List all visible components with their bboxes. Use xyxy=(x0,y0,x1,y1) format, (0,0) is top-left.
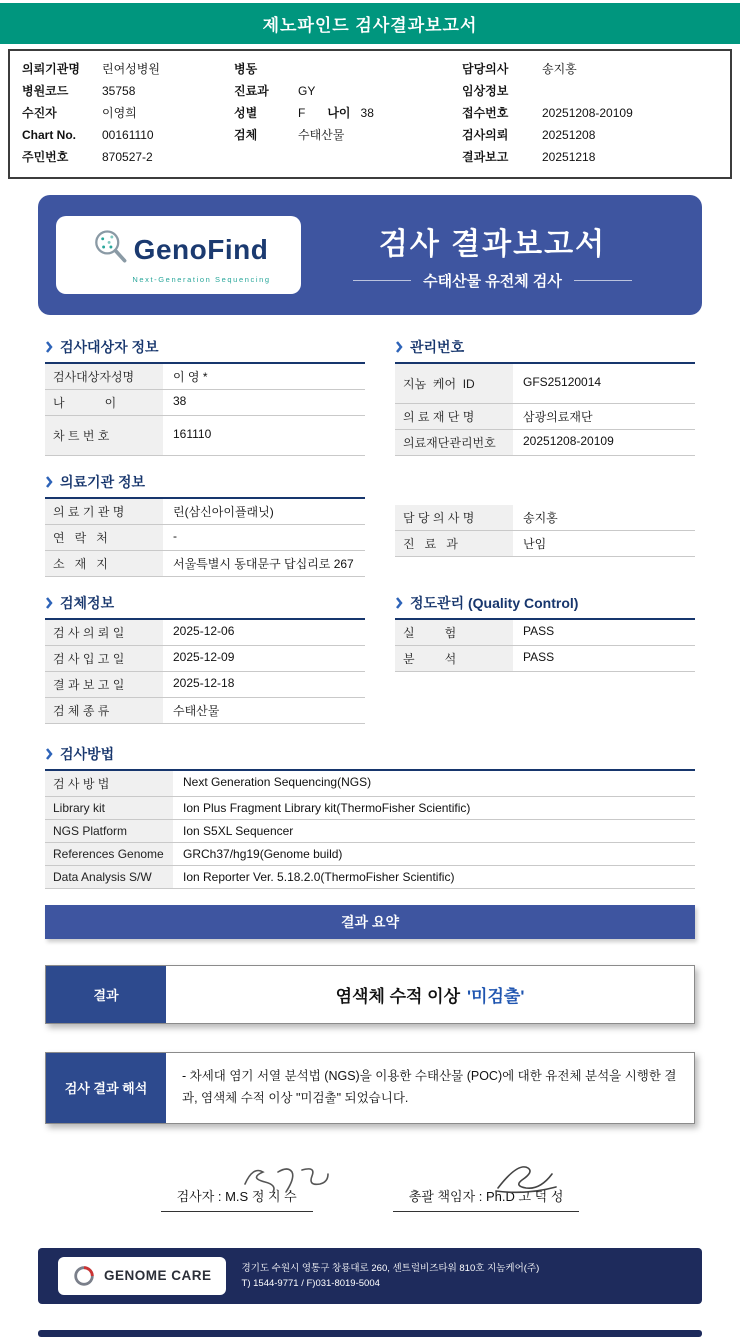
row-value: 송지홍 xyxy=(523,511,558,525)
section-header xyxy=(45,472,365,499)
field-label: 의뢰기관명 xyxy=(22,62,80,76)
section-header xyxy=(45,744,695,771)
field-label: 검사의뢰 xyxy=(462,128,509,142)
footer-address-line: 경기도 수원시 영통구 창룡대로 260, 센트럴비즈타워 810호 지놈케어(주) xyxy=(241,1262,540,1274)
footer-tel-line: T) 1544-9771 / F)031-8019-5004 xyxy=(241,1277,380,1289)
row-label: 의 료 기 관 명 xyxy=(45,499,163,524)
row-label: 차 트 번 호 xyxy=(45,416,163,455)
field-label: 진료과 xyxy=(234,84,269,98)
genome-care-logo xyxy=(58,1257,226,1295)
magnifier-icon xyxy=(89,226,131,273)
row-label: 결 과 보 고 일 xyxy=(45,672,163,697)
table-row xyxy=(45,797,695,820)
section-management-number xyxy=(395,337,695,456)
result-box xyxy=(45,965,695,1024)
table-row xyxy=(45,416,365,456)
result-text: 염색체 수적 이상 xyxy=(335,987,461,1006)
section-specimen-info xyxy=(45,593,365,724)
row-label: References Genome xyxy=(45,843,173,865)
section-header xyxy=(395,337,695,364)
row-value: 난임 xyxy=(523,537,547,551)
field-label: 결과보고 xyxy=(462,150,509,164)
patient-header-col3 xyxy=(462,60,718,166)
field-value: 00161110 xyxy=(102,128,154,142)
row-value: 이 영 * xyxy=(173,370,208,384)
chevron-icon xyxy=(395,597,403,609)
row-value: Ion Reporter Ver. 5.18.2.0(ThermoFisher Scientific) xyxy=(183,870,455,884)
banner-subtitle: 수태산물 유전체 검사 xyxy=(423,273,562,290)
row-label: 검 체 종 류 xyxy=(45,698,163,723)
field-label: 접수번호 xyxy=(462,106,509,120)
field-value: 송지홍 xyxy=(542,62,577,76)
patient-header-col1 xyxy=(22,60,234,166)
row-label: 지놈 케어 ID xyxy=(395,364,513,403)
tester-name: 검사자 : M.S 정 지 수 xyxy=(176,1188,297,1204)
row-label: 검사대상자성명 xyxy=(45,364,163,389)
field-value: 수태산물 xyxy=(298,128,345,142)
field-label: 임상정보 xyxy=(462,84,509,98)
row-label: Library kit xyxy=(45,797,173,819)
field-value: 20251208 xyxy=(542,128,596,142)
table-row xyxy=(45,843,695,866)
row-value: GFS25120014 xyxy=(523,375,602,389)
row-label: 연 락 처 xyxy=(45,525,163,550)
table-row xyxy=(395,646,695,672)
row-label: 소 재 지 xyxy=(45,551,163,576)
row-value: 서울특별시 동대문구 답십리로 267 xyxy=(173,557,354,571)
row-label: 의료재단관리번호 xyxy=(395,430,513,455)
table-row xyxy=(45,390,365,416)
field-label: 수진자 xyxy=(22,106,57,120)
field-label: 병동 xyxy=(234,62,258,76)
field-value: 20251208-20109 xyxy=(542,106,633,120)
field-label: Chart No. xyxy=(22,128,76,142)
row-label: 나 이 xyxy=(45,390,163,415)
result-summary-bar: 결과 요약 xyxy=(45,905,695,939)
section-title: 검사대상자 정보 xyxy=(60,339,159,355)
row-value: Ion Plus Fragment Library kit(ThermoFisher Scientific) xyxy=(183,801,471,815)
bottom-strip xyxy=(38,1330,702,1337)
divider-line xyxy=(353,280,411,281)
section-test-method xyxy=(45,744,695,889)
supervisor-name: 총괄 책임자 : Ph.D 고 덕 성 xyxy=(408,1188,564,1204)
chevron-icon xyxy=(395,341,403,353)
chevron-icon xyxy=(45,341,53,353)
row-label: Data Analysis S/W xyxy=(45,866,173,888)
row-label: 진 료 과 xyxy=(395,531,513,556)
result-highlight: '미검출' xyxy=(467,987,525,1006)
result-label: 결과 xyxy=(46,966,166,1023)
row-value: - xyxy=(173,529,177,543)
genofind-logo xyxy=(56,216,301,294)
row-label: 검 사 방 법 xyxy=(45,771,173,796)
row-value: 린(삼신아이플래닛) xyxy=(173,505,274,519)
row-label: 담 당 의 사 명 xyxy=(395,505,513,530)
table-row xyxy=(45,672,365,698)
supervisor-signature-graphic xyxy=(490,1160,562,1196)
row-value: PASS xyxy=(523,650,555,664)
row-value: 38 xyxy=(173,394,187,408)
field-label: 성별 xyxy=(234,106,258,120)
row-value: 수태산물 xyxy=(173,704,220,718)
footer-logo-text: GENOME CARE xyxy=(104,1268,212,1284)
field-label: 나이 xyxy=(327,106,351,120)
field-label: 담당의사 xyxy=(462,62,509,76)
section-institution-info xyxy=(45,472,365,577)
table-row xyxy=(395,430,695,456)
section-title: 정도관리 (Quality Control) xyxy=(410,595,579,611)
section-header xyxy=(45,593,365,620)
logo-subtext: Next-Generation Sequencing xyxy=(132,275,271,284)
table-row xyxy=(395,404,695,430)
section-title: 의료기관 정보 xyxy=(60,474,146,490)
report-title-bar: 제노파인드 검사결과보고서 xyxy=(0,3,740,44)
field-label: 병원코드 xyxy=(22,84,69,98)
result-value xyxy=(166,966,694,1023)
field-value: 35758 xyxy=(102,84,136,98)
footer-bar xyxy=(38,1248,702,1304)
row-label: 검 사 입 고 일 xyxy=(45,646,163,671)
field-label: 검체 xyxy=(234,128,258,142)
row-value: 2025-12-06 xyxy=(173,624,235,638)
field-label: 주민번호 xyxy=(22,150,69,164)
table-row xyxy=(45,525,365,551)
chevron-icon xyxy=(45,597,53,609)
table-row xyxy=(45,646,365,672)
row-value: PASS xyxy=(523,624,555,638)
field-value: 이영희 xyxy=(102,106,137,120)
row-value: GRCh37/hg19(Genome build) xyxy=(183,847,343,861)
row-value: 161110 xyxy=(173,427,212,441)
row-value: 20251208-20109 xyxy=(523,434,614,448)
report-banner xyxy=(38,195,702,315)
field-value: 38 xyxy=(360,106,374,120)
table-row xyxy=(395,531,695,557)
banner-title: 검사 결과보고서 xyxy=(378,228,607,261)
table-row xyxy=(45,820,695,843)
logo-text: GenoFind xyxy=(133,233,269,265)
tester-signature-graphic xyxy=(240,1160,330,1196)
interpretation-label: 검사 결과 해석 xyxy=(46,1053,166,1123)
row-label: 의 료 재 단 명 xyxy=(395,404,513,429)
row-label: NGS Platform xyxy=(45,820,173,842)
table-row xyxy=(45,620,365,646)
section-header xyxy=(45,337,365,364)
table-row xyxy=(45,771,695,797)
table-row xyxy=(45,364,365,390)
interpretation-box xyxy=(45,1052,695,1124)
field-value: F xyxy=(298,106,306,120)
table-row xyxy=(45,551,365,577)
chevron-icon xyxy=(45,748,53,760)
divider-line xyxy=(574,280,632,281)
row-value: 2025-12-09 xyxy=(173,650,235,664)
row-label: 검 사 의 뢰 일 xyxy=(45,620,163,645)
section-title: 검사방법 xyxy=(60,746,115,762)
section-doctor-info xyxy=(395,472,695,577)
row-value: 2025-12-18 xyxy=(173,676,235,690)
field-value: 20251218 xyxy=(542,150,596,164)
table-row xyxy=(45,499,365,525)
section-title: 관리번호 xyxy=(410,339,465,355)
footer-address xyxy=(242,1261,540,1291)
field-value: 870527-2 xyxy=(102,150,153,164)
genome-care-logo-icon xyxy=(72,1264,96,1288)
field-value: 린여성병원 xyxy=(102,62,160,76)
interpretation-text: - 차세대 염기 서열 분석법 (NGS)을 이용한 수태산물 (POC)에 대한 유전체 분석을 시행한 결과, 염색체 수적 이상 "미검출" 되었습니다. xyxy=(182,1069,677,1105)
section-quality-control xyxy=(395,593,695,724)
chevron-icon xyxy=(45,476,53,488)
patient-header-col2 xyxy=(234,60,462,166)
row-label: 분 석 xyxy=(395,646,513,671)
table-row xyxy=(395,620,695,646)
section-subject-info xyxy=(45,337,365,456)
patient-header-box xyxy=(8,49,732,179)
table-row xyxy=(395,505,695,531)
row-label: 실 험 xyxy=(395,620,513,645)
row-value: Next Generation Sequencing(NGS) xyxy=(183,775,372,789)
row-value: Ion S5XL Sequencer xyxy=(183,824,294,838)
section-header xyxy=(395,593,695,620)
field-value: GY xyxy=(298,84,316,98)
table-row xyxy=(45,698,365,724)
section-title: 검체정보 xyxy=(60,595,115,611)
row-value: 삼광의료재단 xyxy=(523,410,593,424)
table-row xyxy=(45,866,695,889)
table-row xyxy=(395,364,695,404)
